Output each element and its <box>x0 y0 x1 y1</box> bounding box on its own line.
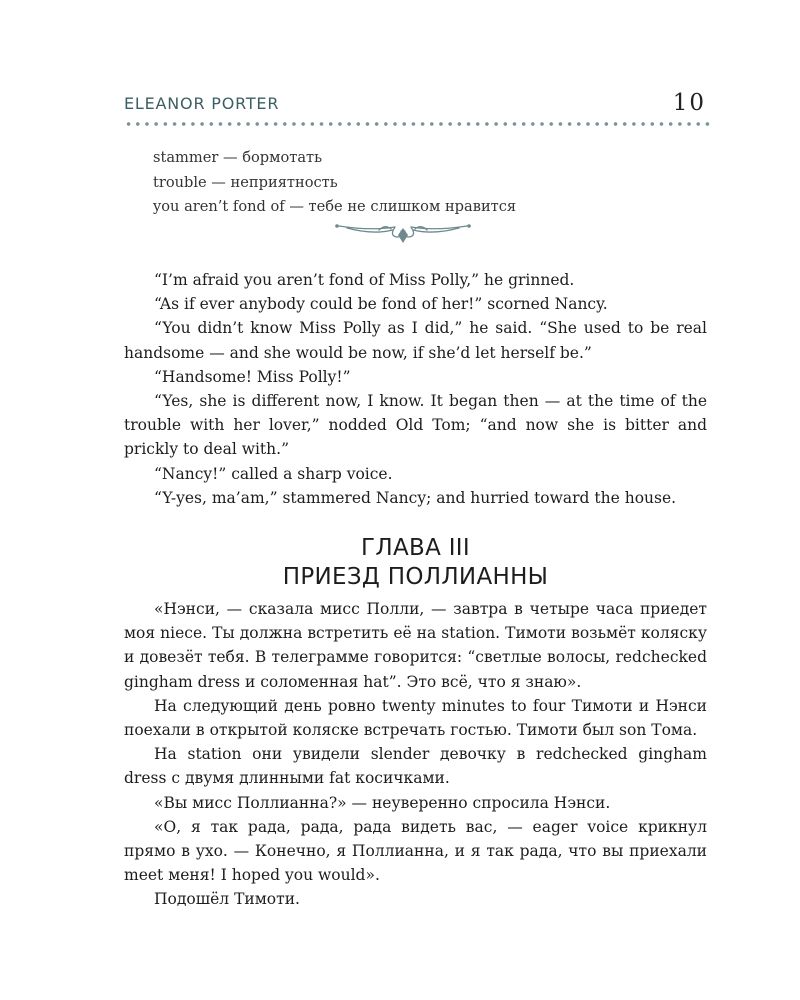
paragraph: “As if ever anybody could be fond of her!” scorned Nancy. <box>154 295 608 314</box>
chapter-title: ПРИЕЗД ПОЛЛИАННЫ <box>282 564 549 590</box>
paragraph: “Handsome! Miss Polly!” <box>154 367 351 386</box>
paragraph: «Нэнси, — сказала мисс Полли, — завтра в четыре часа приедет моя niece. Ты должна встретить её на station. Тимоти возьмёт коляску и довезёт тебя. В телеграмме говорится: “светлые волосы, redchecked gingham dress и соломенная hat”. Это всё, что я знаю». <box>124 600 707 691</box>
chapter-number: ГЛАВА III <box>361 535 470 561</box>
author-name: ELEANOR PORTER <box>124 94 280 113</box>
paragraph: «Вы мисс Поллианна?» — неуверенно спросила Нэнси. <box>154 793 611 812</box>
vocabulary-list <box>153 146 516 220</box>
vocabulary-item: stammer — бормотать <box>153 149 323 166</box>
russian-passage <box>124 597 707 912</box>
page-number: 10 <box>672 90 706 116</box>
paragraph: Подошёл Тимоти. <box>154 890 300 909</box>
paragraph: “You didn’t know Miss Polly as I did,” he said. “She used to be real handsome — and she would be now, if she’d let herself be.” <box>124 319 707 362</box>
paragraph: “Nancy!” called a sharp voice. <box>154 464 393 483</box>
paragraph: На следующий день ровно twenty minutes to four Тимоти и Нэнси поехали в открытой коляске встречать гостью. Тимоти был son Тома. <box>124 696 707 740</box>
vocabulary-item: trouble — неприятность <box>153 173 338 191</box>
paragraph: На station они увидели slender девочку в redchecked gingham dress с двумя длинными fat косичками. <box>124 745 707 788</box>
dotted-rule <box>124 121 710 127</box>
english-passage <box>124 268 707 510</box>
paragraph: «О, я так рада, рада, рада видеть вас, — eager voice крикнул прямо в ухо. — Конечно, я Поллианна, и я так рада, что вы приехали meet меня! I hoped you would». <box>124 817 707 885</box>
ornament-divider-icon <box>333 218 473 246</box>
paragraph: “Y-yes, ma’am,” stammered Nancy; and hurried toward the house. <box>154 488 677 507</box>
running-header <box>124 92 706 118</box>
paragraph: “Yes, she is different now, I know. It began then — at the time of the trouble with her lover,” nodded Old Tom; “and now she is bitter and prickly to deal with.” <box>124 392 707 459</box>
chapter-heading <box>124 534 707 592</box>
vocabulary-item: you aren’t fond of — тебе не слишком нравится <box>153 198 517 215</box>
paragraph: “I’m afraid you aren’t fond of Miss Polly,” he grinned. <box>154 271 575 289</box>
